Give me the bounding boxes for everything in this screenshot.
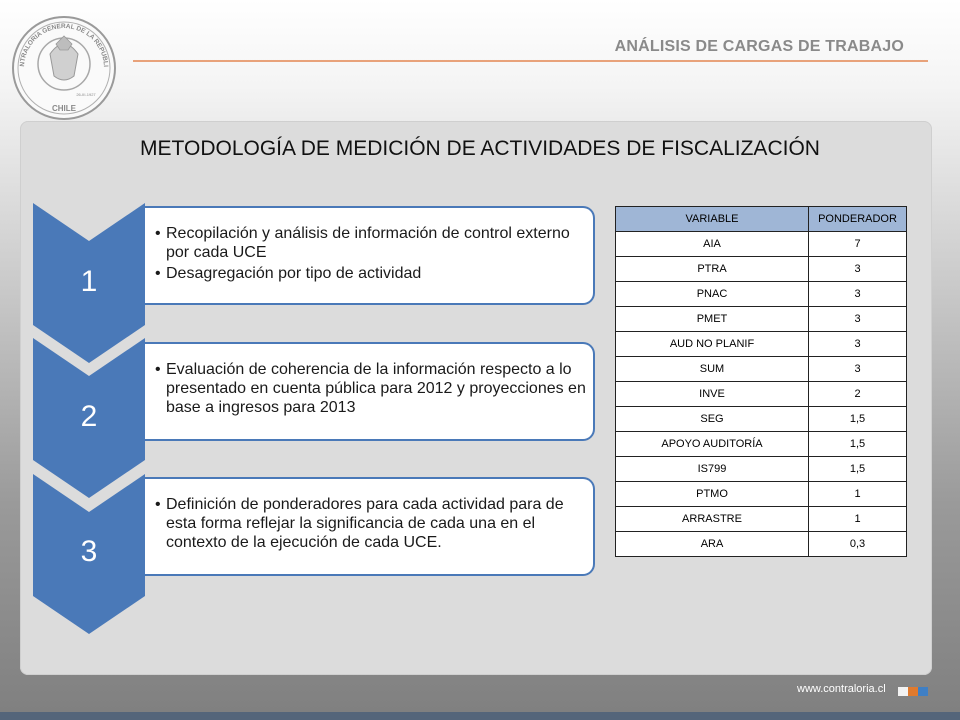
step-2-number: 2 [80,400,98,433]
ponderador-table [615,206,907,557]
table-row [616,282,907,307]
table-cell-ponderador: 3 [809,282,907,307]
table-row [616,407,907,432]
table-row [616,257,907,282]
table-cell-variable: AIA [616,232,809,257]
table-cell-variable: IS799 [616,457,809,482]
table-cell-ponderador: 2 [809,382,907,407]
table-cell-ponderador: 1 [809,507,907,532]
table-cell-variable: ARRASTRE [616,507,809,532]
footer-url: www.contraloria.cl [797,683,886,695]
table-header-ponderador: PONDERADOR [809,207,907,232]
table-row [616,532,907,557]
step-2-bullet-1: • Evaluación de coherencia de la información respecto a lo presentado en cuenta pública para 2012 y proyecciones en base a ingresos para 2013 [157,360,593,417]
step-1-number: 1 [80,265,98,298]
seal-bottom-text: CHILE [52,104,76,113]
footer-bar [0,712,960,720]
table-cell-variable: PNAC [616,282,809,307]
table-row [616,507,907,532]
flag-icon [898,683,928,692]
table-cell-variable: PMET [616,307,809,332]
step-3-number: 3 [80,535,98,568]
table-row [616,357,907,382]
step-2-box [145,342,595,441]
table-row [616,332,907,357]
table-cell-variable: PTRA [616,257,809,282]
table-row [616,457,907,482]
table-cell-ponderador: 7 [809,232,907,257]
table-cell-variable: APOYO AUDITORÍA [616,432,809,457]
table-cell-ponderador: 1,5 [809,407,907,432]
table-cell-ponderador: 0,3 [809,532,907,557]
table-row [616,307,907,332]
seal-top-text: NTRALORIA GENERAL DE LA REPUBLI [18,22,109,68]
table-cell-ponderador: 3 [809,357,907,382]
step-1-bullet-1: • Recopilación y análisis de información de control externo por cada UCE [157,224,593,262]
table-row [616,382,907,407]
table-cell-variable: SEG [616,407,809,432]
table-row [616,482,907,507]
step-3-bullet-1: • Definición de ponderadores para cada actividad para de esta forma reflejar la significancia de cada una en el contexto de la ejecución de cada UCE. [157,495,593,552]
table-cell-ponderador: 1 [809,482,907,507]
seal-date-text: 26-III-1927 [76,92,96,97]
table-cell-variable: PTMO [616,482,809,507]
main-title: METODOLOGÍA DE MEDICIÓN DE ACTIVIDADES DE FISCALIZACIÓN [140,137,820,160]
table-row [616,432,907,457]
table-cell-variable: AUD NO PLANIF [616,332,809,357]
table-header-row [616,207,907,232]
table-cell-ponderador: 1,5 [809,457,907,482]
contraloria-seal-logo [10,14,118,122]
table-cell-variable: INVE [616,382,809,407]
header-rule [133,60,928,62]
table-header-variable: VARIABLE [616,207,809,232]
table-cell-ponderador: 1,5 [809,432,907,457]
header-title: ANÁLISIS DE CARGAS DE TRABAJO [614,38,904,55]
step-1-box [145,206,595,305]
table-row [616,232,907,257]
table-cell-ponderador: 3 [809,332,907,357]
step-1-bullet-2: • Desagregación por tipo de actividad [157,264,593,283]
table-cell-variable: ARA [616,532,809,557]
table-cell-ponderador: 3 [809,257,907,282]
table-cell-variable: SUM [616,357,809,382]
step-3-box [145,477,595,576]
table-cell-ponderador: 3 [809,307,907,332]
